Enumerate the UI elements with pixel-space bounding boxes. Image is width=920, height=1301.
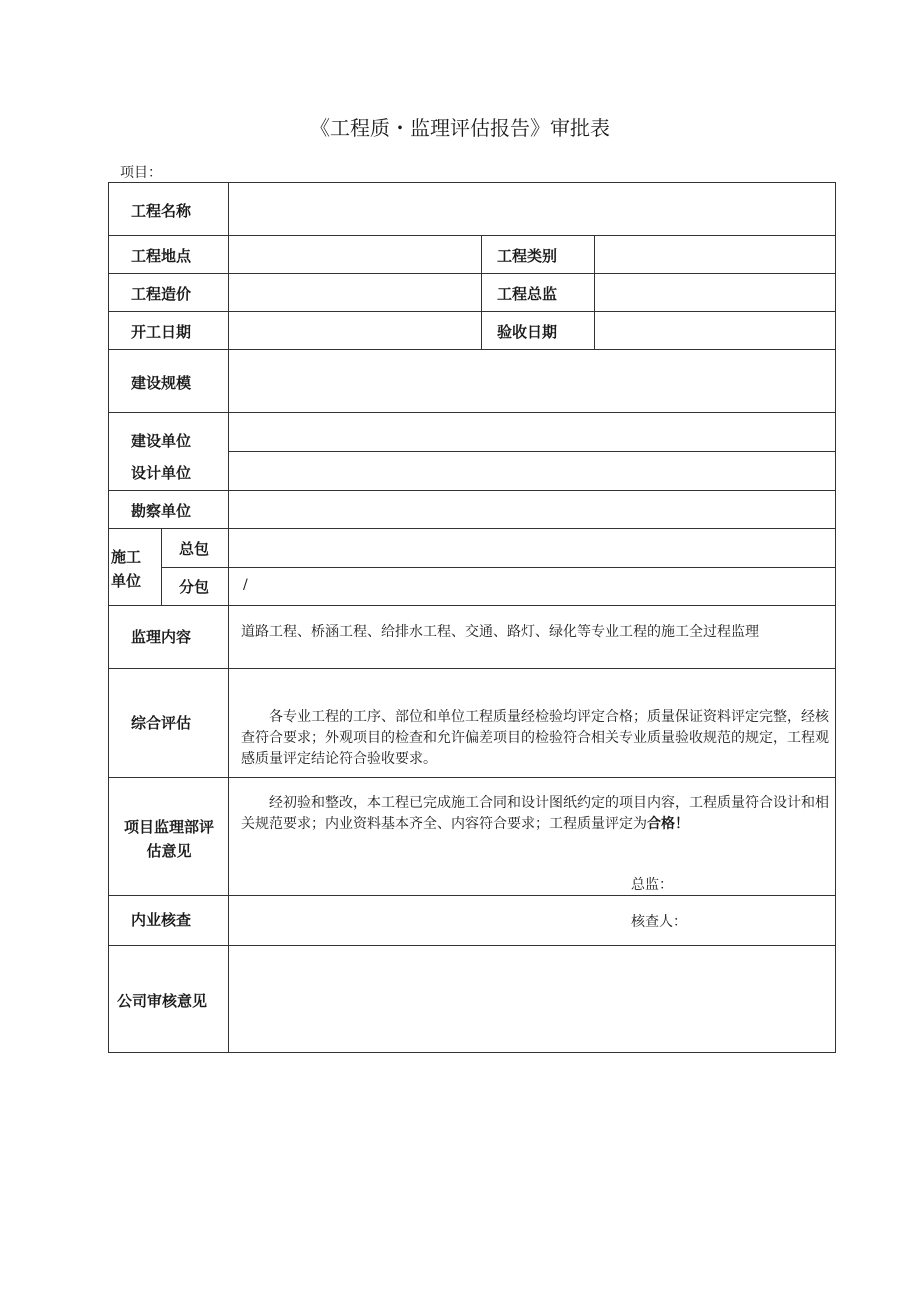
subcontractor-value: / bbox=[243, 577, 248, 593]
row-divider bbox=[109, 605, 835, 606]
overall-evaluation-value: 各专业工程的工序、部位和单位工程质量经检验均评定合格；质量保证资料评定完整，经核查符合要求；外观项目的检查和允许偏差项目的检验符合相关专业质量验收规范的规定，工程观感质量评定结论符合验收要求。 bbox=[241, 709, 829, 767]
cost-label: 工程造价 bbox=[131, 285, 192, 303]
chief-supervisor-label: 工程总监 bbox=[497, 285, 558, 303]
subcontractor-label: 分包 bbox=[179, 578, 210, 596]
column-divider bbox=[228, 183, 229, 528]
dept-opinion-text bbox=[241, 793, 835, 835]
row-divider bbox=[109, 777, 835, 778]
dept-opinion-label: 项目监理部评估意见 bbox=[123, 818, 214, 860]
row-divider bbox=[109, 528, 835, 529]
design-label: 设计单位 bbox=[131, 464, 192, 482]
supervision-content-value: 道路工程、桥涵工程、给排水工程、交通、路灯、绿化等专业工程的施工全过程监理 bbox=[241, 624, 759, 640]
project-name-label: 工程名称 bbox=[131, 202, 192, 220]
supervision-content-label: 监理内容 bbox=[131, 628, 192, 646]
row-divider bbox=[109, 311, 835, 312]
row-divider bbox=[161, 567, 835, 568]
survey-label: 勘察单位 bbox=[131, 502, 192, 520]
category-label: 工程类别 bbox=[497, 247, 558, 265]
dept-opinion-result: 合格！ bbox=[647, 816, 689, 832]
internal-check-label: 内业核查 bbox=[131, 911, 192, 929]
approval-form bbox=[108, 182, 836, 1053]
column-divider bbox=[481, 235, 482, 349]
row-divider bbox=[109, 895, 835, 896]
column-divider bbox=[161, 528, 162, 605]
row-divider bbox=[109, 349, 835, 350]
row-divider bbox=[109, 490, 835, 491]
owner-label: 建设单位 bbox=[131, 432, 192, 450]
row-divider bbox=[109, 945, 835, 946]
checker-sign-label: 核查人： bbox=[631, 914, 687, 930]
location-label: 工程地点 bbox=[131, 247, 192, 265]
chief-sign-label: 总监： bbox=[631, 877, 673, 893]
acceptance-date-label: 验收日期 bbox=[497, 323, 558, 341]
construction-unit-label-line1: 施工 bbox=[111, 548, 142, 566]
row-divider bbox=[109, 235, 835, 236]
column-divider bbox=[594, 235, 595, 349]
general-contractor-label: 总包 bbox=[179, 540, 210, 558]
row-divider bbox=[109, 273, 835, 274]
column-divider bbox=[228, 528, 229, 1052]
overall-evaluation-label: 综合评估 bbox=[131, 714, 192, 732]
row-divider bbox=[109, 412, 835, 413]
construction-unit-label-line2: 单位 bbox=[111, 572, 142, 590]
project-label: 项目： bbox=[120, 165, 162, 181]
document-title: 《工程质・监理评估报告》审批表 bbox=[310, 116, 610, 140]
start-date-label: 开工日期 bbox=[131, 323, 192, 341]
company-review-label: 公司审核意见 bbox=[117, 992, 208, 1010]
dept-opinion-value: 经初验和整改，本工程已完成施工合同和设计图纸约定的项目内容，工程质量符合设计和相关规范要求；内业资料基本齐全、内容符合要求；工程质量评定为 bbox=[241, 795, 829, 832]
row-divider bbox=[109, 668, 835, 669]
scale-label: 建设规模 bbox=[131, 374, 192, 392]
row-divider bbox=[228, 451, 835, 452]
